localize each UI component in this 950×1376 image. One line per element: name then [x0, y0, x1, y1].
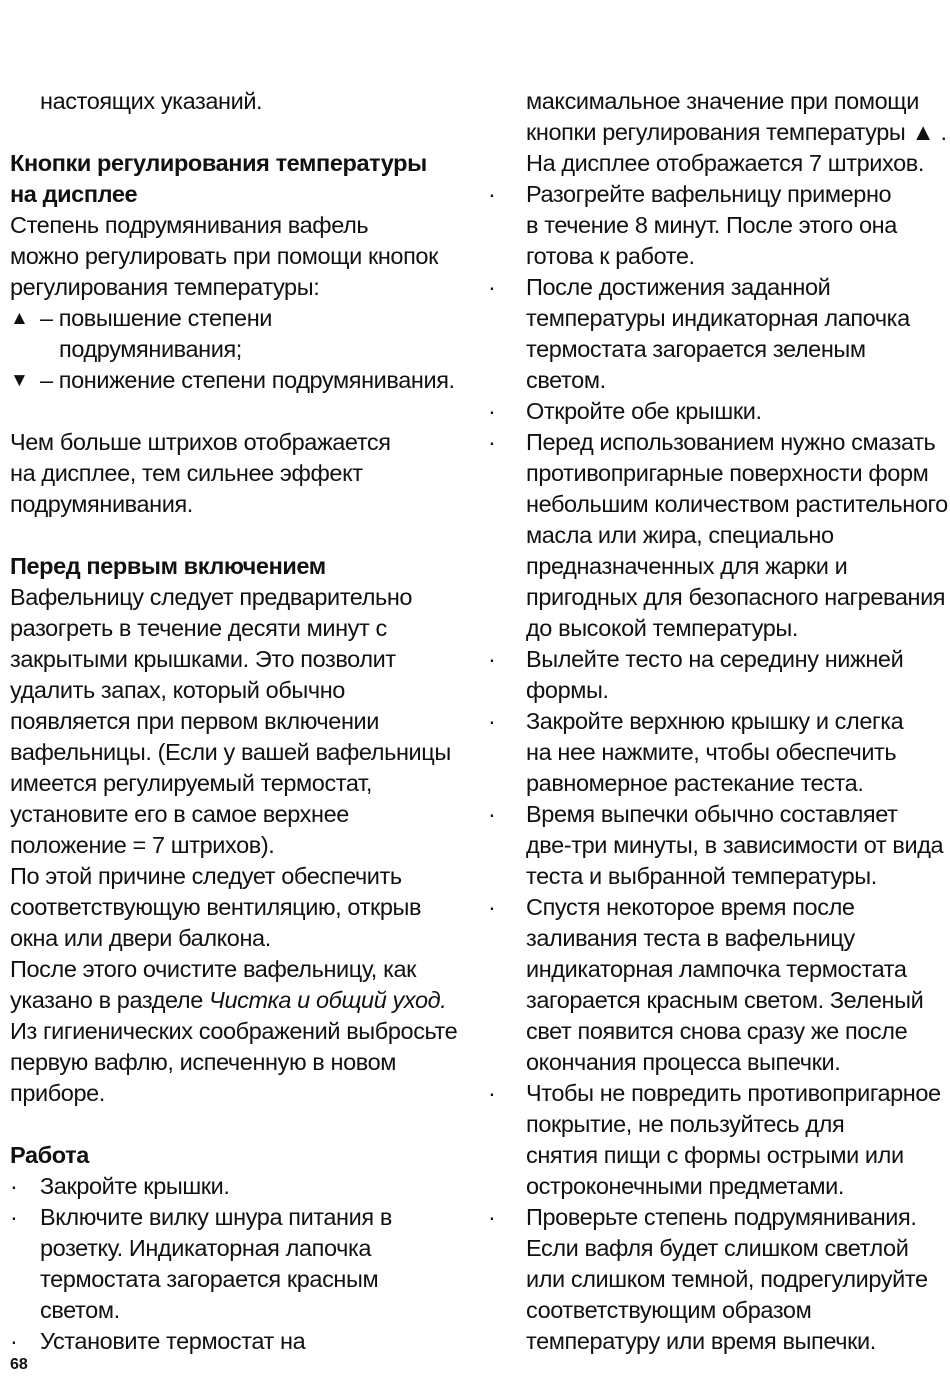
- paragraph-line: регулирования температуры:: [10, 274, 320, 300]
- list-item: [488, 706, 946, 799]
- list-item-line: температуру или время выпечки.: [526, 1328, 876, 1354]
- paragraph-line: установите его в самое верхнее: [10, 801, 349, 827]
- left-column: [10, 86, 480, 1357]
- paragraph-line: Вафельницу следует предварительно: [10, 584, 413, 610]
- list-item-line: термостата загорается зеленым: [526, 336, 866, 362]
- paragraph-line: подрумянивания.: [10, 491, 193, 517]
- paragraph-line: По этой причине следует обеспечить: [10, 863, 402, 889]
- paragraph-line: подрумянивания;: [59, 336, 242, 362]
- bullet-icon: ·: [488, 708, 496, 734]
- list-item-line: пригодных для безопасного нагревания: [526, 584, 946, 610]
- list-item-line: Включите вилку шнура питания в: [40, 1204, 392, 1230]
- list-item: [488, 427, 946, 644]
- list-item-line: Откройте обе крышки.: [526, 398, 762, 424]
- list-item-line: до высокой температуры.: [526, 615, 798, 641]
- paragraph-line: Чем больше штрихов отображается: [10, 429, 391, 455]
- list-item-line: светом.: [526, 367, 606, 393]
- continuation-line: настоящих указаний.: [40, 88, 263, 114]
- bullet-icon: ·: [488, 894, 496, 920]
- paragraph-line: – понижение степени подрумянивания.: [40, 367, 455, 393]
- list-item-line: в течение 8 минут. После этого она: [526, 212, 897, 238]
- up-arrow-icon: ▲: [10, 308, 29, 329]
- bullet-icon: ·: [10, 1173, 18, 1199]
- list-item-line: Если вафля будет слишком светлой: [526, 1235, 909, 1261]
- section-operation: [10, 1140, 480, 1357]
- bullet-icon: ·: [488, 1204, 496, 1230]
- paragraph-line: – повышение степени: [40, 305, 273, 331]
- bullet-icon: ·: [488, 646, 496, 672]
- right-column: [488, 86, 946, 1357]
- bullet-icon: ·: [488, 429, 496, 455]
- paragraph-line: вафельницы. (Если у вашей вафельницы: [10, 739, 451, 765]
- list-item: [488, 1078, 946, 1202]
- list-item-line: покрытие, не пользуйтесь для: [526, 1111, 845, 1137]
- list-item-line: светом.: [40, 1297, 120, 1323]
- list-item-line: Чтобы не повредить противопригарное: [526, 1080, 941, 1106]
- paragraph-line: появляется при первом включении: [10, 708, 379, 734]
- paragraph-text: указано в разделе: [10, 987, 210, 1013]
- list-item: [10, 1171, 480, 1202]
- list-item-line: формы.: [526, 677, 609, 703]
- paragraph-line: на дисплее, тем сильнее эффект: [10, 460, 363, 486]
- continuation-block: [488, 86, 946, 179]
- list-item-line: равномерное растекание теста.: [526, 770, 864, 796]
- list-item-line: окончания процесса выпечки.: [526, 1049, 841, 1075]
- list-item: [488, 644, 946, 706]
- list-item-line: свет появится снова сразу же после: [526, 1018, 908, 1044]
- page-number: 68: [10, 1356, 28, 1373]
- section-heading: Перед первым включением: [10, 553, 326, 579]
- list-item-line: Спустя некоторое время после: [526, 894, 855, 920]
- list-item-line: или слишком темной, подрегулируйте: [526, 1266, 928, 1292]
- bullet-icon: ·: [488, 1080, 496, 1106]
- list-item-line: Время выпечки обычно составляет: [526, 801, 898, 827]
- paragraph-line: После этого очистите вафельницу, как: [10, 956, 417, 982]
- list-item: [488, 1202, 946, 1357]
- list-item-line: две-три минуты, в зависимости от вида: [526, 832, 944, 858]
- paragraph-line: можно регулировать при помощи кнопок: [10, 243, 438, 269]
- list-item-line: Установите термостат на: [40, 1328, 306, 1354]
- list-item-line: розетку. Индикаторная лапочка: [40, 1235, 372, 1261]
- list-item-line: снятия пищи с формы острыми или: [526, 1142, 904, 1168]
- paragraph-line: [10, 985, 480, 1016]
- bullet-icon: ·: [488, 274, 496, 300]
- list-item-line: загорается красным светом. Зеленый: [526, 987, 924, 1013]
- list-item-line: Закройте крышки.: [40, 1173, 230, 1199]
- list-item: [488, 396, 946, 427]
- paragraph-line: Степень подрумянивания вафель: [10, 212, 369, 238]
- list-item-line: теста и выбранной температуры.: [526, 863, 877, 889]
- list-item-line: Перед использованием нужно смазать: [526, 429, 936, 455]
- paragraph-line: максимальное значение при помощи: [526, 88, 919, 114]
- section-temperature-buttons: [10, 148, 480, 520]
- section-heading: Работа: [10, 1142, 89, 1168]
- list-item-line: Закройте верхнюю крышку и слегка: [526, 708, 904, 734]
- list-item-line: готова к работе.: [526, 243, 695, 269]
- bullet-icon: ·: [488, 181, 496, 207]
- section-heading: Кнопки регулирования температуры: [10, 150, 427, 176]
- list-item: [10, 1326, 480, 1357]
- list-item-line: остроконечными предметами.: [526, 1173, 845, 1199]
- list-item-line: противопригарные поверхности форм: [526, 460, 929, 486]
- paragraph-line: закрытыми крышками. Это позволит: [10, 646, 396, 672]
- section-first-use: [10, 551, 480, 1109]
- paragraph-line: удалить запах, который обычно: [10, 677, 345, 703]
- bullet-icon: ·: [10, 1328, 18, 1354]
- increase-item: [10, 303, 480, 365]
- list-item: [488, 272, 946, 396]
- list-item-line: соответствующим образом: [526, 1297, 812, 1323]
- list-item: [488, 892, 946, 1078]
- paragraph-line: соответствующую вентиляцию, открыв: [10, 894, 422, 920]
- list-item-line: на нее нажмите, чтобы обеспечить: [526, 739, 897, 765]
- decrease-item: [10, 365, 480, 396]
- section-reference: Чистка и общий уход.: [209, 987, 447, 1013]
- list-item-line: заливания теста в вафельницу: [526, 925, 855, 951]
- list-item: [488, 179, 946, 272]
- list-item-line: Вылейте тесто на середину нижней: [526, 646, 904, 672]
- list-item-line: масла или жира, специально: [526, 522, 834, 548]
- list-item: [488, 799, 946, 892]
- section-heading: на дисплее: [10, 181, 138, 207]
- list-item-line: После достижения заданной: [526, 274, 831, 300]
- paragraph-line: приборе.: [10, 1080, 105, 1106]
- bullet-icon: ·: [488, 398, 496, 424]
- list-item-line: небольшим количеством растительного: [526, 491, 948, 517]
- paragraph-line: положение = 7 штрихов).: [10, 832, 275, 858]
- list-item-line: температуры индикаторная лапочка: [526, 305, 910, 331]
- paragraph-line: разогреть в течение десяти минут с: [10, 615, 387, 641]
- list-item-line: Разогрейте вафельницу примерно: [526, 181, 892, 207]
- paragraph-line: На дисплее отображается 7 штрихов.: [526, 150, 924, 176]
- list-item-line: термостата загорается красным: [40, 1266, 379, 1292]
- bullet-icon: ·: [488, 801, 496, 827]
- operation-steps-list: [488, 179, 946, 1357]
- paragraph-line: Из гигиенических соображений выбросьте: [10, 1018, 458, 1044]
- down-arrow-icon: ▼: [10, 370, 29, 391]
- bullet-icon: ·: [10, 1204, 18, 1230]
- paragraph-line: кнопки регулирования температуры ▲ .: [526, 119, 947, 145]
- list-item-line: предназначенных для жарки и: [526, 553, 848, 579]
- paragraph-line: имеется регулируемый термостат,: [10, 770, 372, 796]
- paragraph-line: первую вафлю, испеченную в новом: [10, 1049, 397, 1075]
- paragraph-line: окна или двери балкона.: [10, 925, 271, 951]
- list-item: [10, 1202, 480, 1326]
- list-item-line: индикаторная лампочка термостата: [526, 956, 907, 982]
- list-item-line: Проверьте степень подрумянивания.: [526, 1204, 917, 1230]
